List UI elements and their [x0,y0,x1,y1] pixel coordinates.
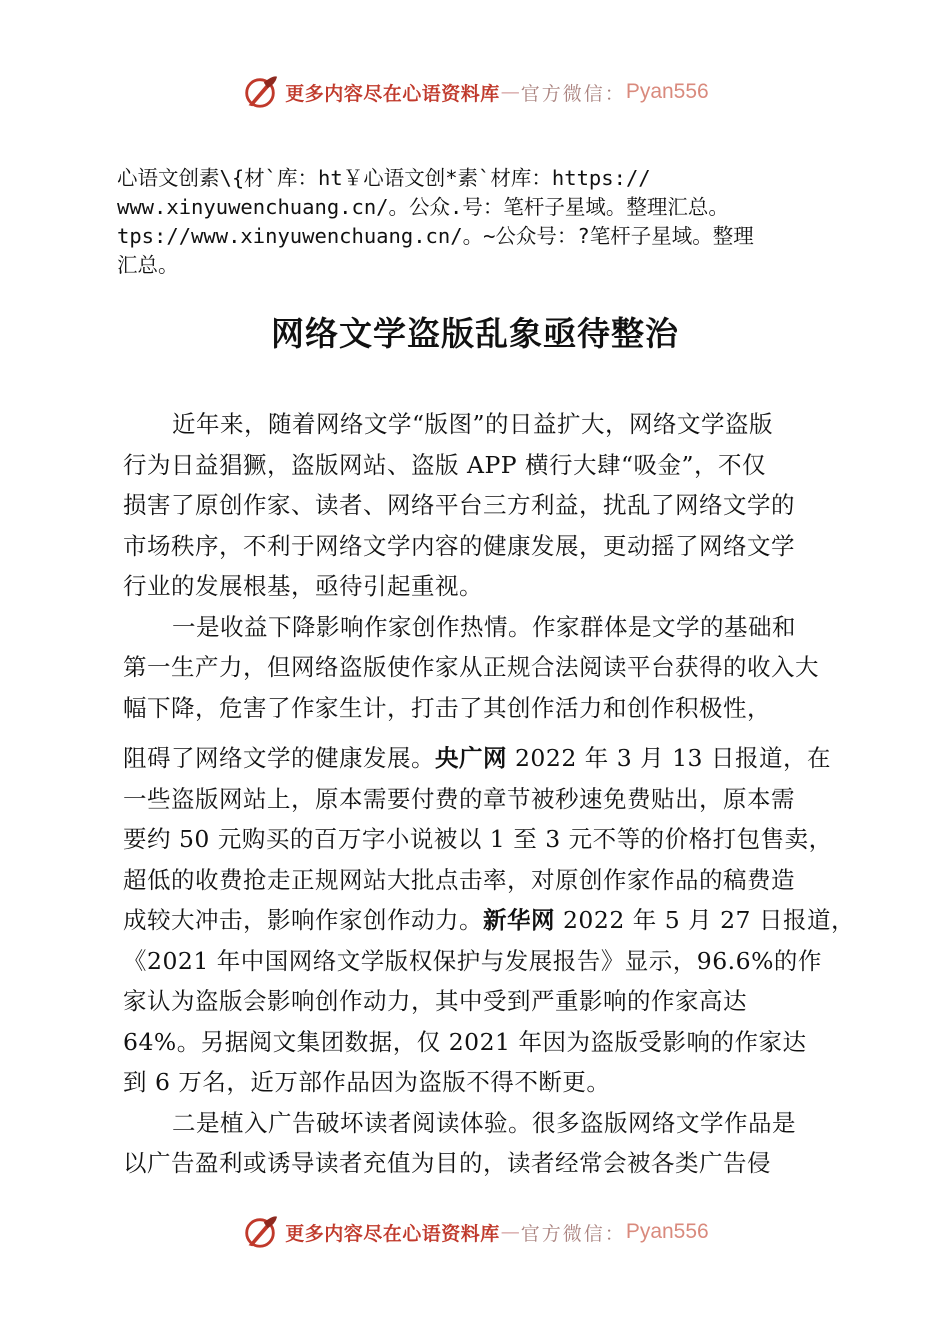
text-line: 第一生产力，但网络盗版使作家从正规合法阅读平台获得的收入大 [123,653,819,681]
article-body [123,404,855,1184]
text-line: 一是收益下降影响作家创作热情。作家群体是文学的基础和 [172,612,796,641]
paragraph-intro [123,404,843,607]
text-segment: 2022 年 5 月 27 日报道， [555,906,855,934]
text-line: 64%。另据阅文集团数据，仅 2021 年因为盗版受影响的作家达 [123,1027,807,1056]
banner-separator: — [500,81,520,103]
banner-wechat-label: 官方微信： [520,1222,626,1245]
paragraph-point-one [123,607,843,729]
source-line: www.xinyuwenchuang.cn/。公众.号：笔杆子星域。整理汇总。 [117,195,729,219]
text-line: 行业的发展根基，亟待引起重视。 [123,572,483,600]
source-line: 汇总。 [117,253,179,277]
text-line: 近年来，随着网络文学“版图”的日益扩大，网络文学盗版 [172,410,774,438]
banner-wechat-label: 官方微信： [520,82,626,105]
text-line: 超低的收费抢走正规网站大批点击率，对原创作家作品的稿费造 [123,865,795,894]
text-segment: 成较大冲击，影响作家创作动力。 [123,906,483,934]
header-banner [0,70,950,114]
text-line: 幅下降，危害了作家生计，打击了其创作活力和创作积极性， [123,693,771,722]
source-xinhua: 新华网 [483,906,555,934]
source-line: 心语文创素\{材`库：ht￥心语文创*素`材库：https:// [117,166,651,190]
text-line: 以广告盈利或诱导读者充值为目的，读者经常会被各类广告侵 [123,1149,771,1177]
paragraph-point-two [123,1103,843,1184]
text-line: 损害了原创作家、读者、网络平台三方利益，扰乱了网络文学的 [123,491,795,519]
text-segment: 阻碍了网络文学的健康发展。 [123,744,435,772]
footer-banner [0,1210,950,1254]
text-line: 《2021 年中国网络文学版权保护与发展报告》显示，96.6%的作 [123,946,822,975]
paragraph-evidence [123,738,855,1103]
banner-wechat-id: Pyan556 [625,80,709,103]
text-line: 一些盗版网站上，原本需要付费的章节被秒速免费贴出，原本需 [123,784,795,813]
quill-logo-icon [241,73,279,111]
text-line [123,738,843,779]
source-cnr: 央广网 [435,744,507,772]
banner-slogan: 更多内容尽在心语资料库 [285,82,500,105]
article-title: 网络文学盗版乱象亟待整治 [271,314,679,353]
quill-logo-icon [241,1213,279,1251]
banner-slogan: 更多内容尽在心语资料库 [285,1222,500,1245]
text-line: 家认为盗版会影响创作动力，其中受到严重影响的作家高达 [123,987,747,1015]
source-notice [117,164,847,280]
source-line: tps://www.xinyuwenchuang.cn/。~公众号：?笔杆子星域。整理 [117,224,754,248]
text-line: 市场秩序，不利于网络文学内容的健康发展，更动摇了网络文学 [123,531,795,560]
text-line: 行为日益猖獗，盗版网站、盗版 APP 横行大肆“吸金”，不仅 [123,450,767,479]
text-segment: 2022 年 3 月 13 日报道，在 [507,744,831,772]
text-line: 二是植入广告破坏读者阅读体验。很多盗版网络文学作品是 [172,1108,796,1137]
text-line [123,900,855,941]
text-line: 要约 50 元购买的百万字小说被以 1 至 3 元不等的价格打包售卖， [123,825,833,853]
text-line: 到 6 万名，近万部作品因为盗版不得不断更。 [123,1068,611,1096]
banner-wechat-id: Pyan556 [625,1220,709,1243]
banner-separator: — [500,1221,520,1243]
